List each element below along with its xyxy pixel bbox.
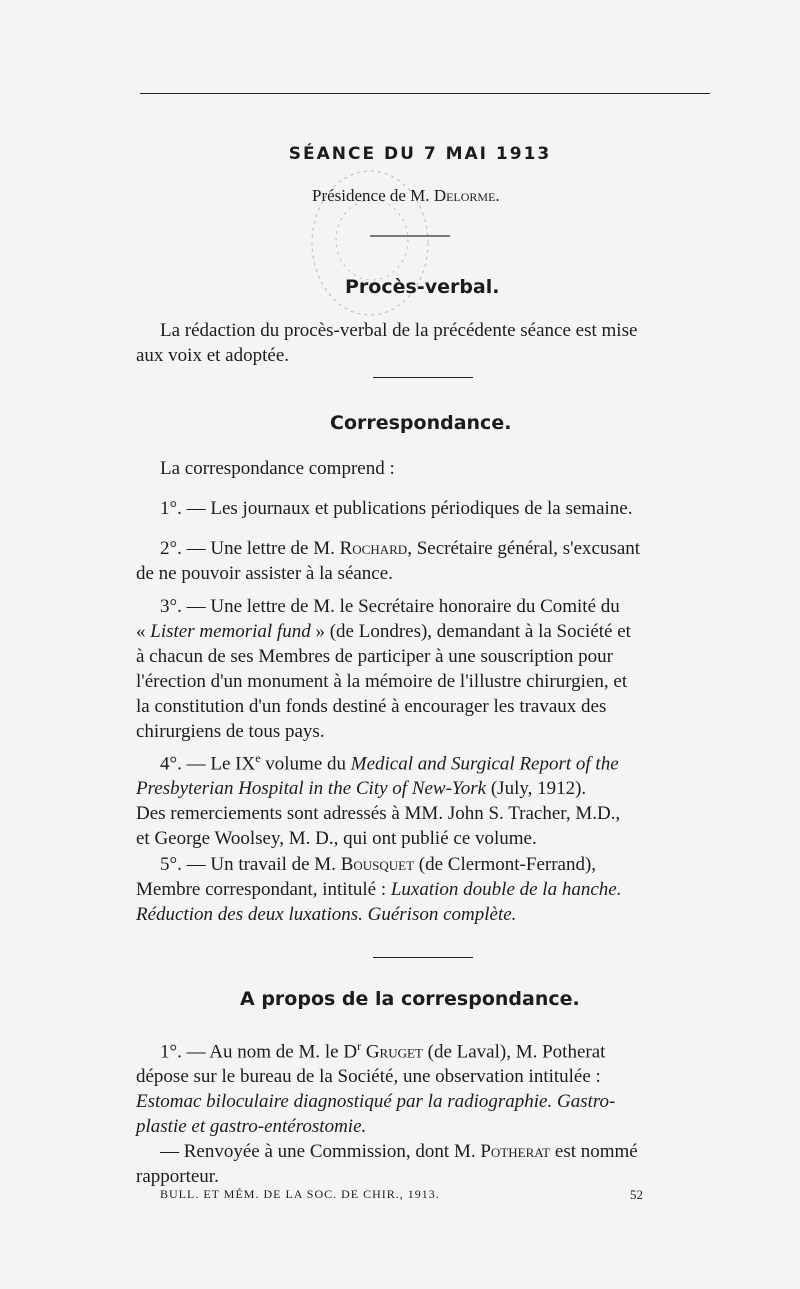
text-line (136, 852, 712, 877)
observation-title: Estomac biloculaire diagnostiqué par la radiographie. Gastro- (136, 1091, 616, 1113)
work-title: Luxation double de la hanche. (390, 879, 622, 900)
item-text: — Renvoyée à une Commission, dont M. (160, 1141, 476, 1163)
person-name: Potherat (480, 1141, 551, 1163)
text-line: à chacun de ses Membres de participer à une souscription pour (136, 646, 613, 667)
correspondance-heading: Correspondance. (330, 412, 512, 434)
text-line: l'érection d'un monument à la mémoire de l'illustre chirurgien, et (136, 671, 628, 692)
text-line: rapporteur. (136, 1166, 219, 1188)
footer-citation: BULL. ET MÉM. DE LA SOC. DE CHIR., 1913. (160, 1187, 440, 1201)
text-line (136, 877, 712, 902)
proces-verbal-heading: Procès-verbal. (345, 276, 500, 298)
text-line: chirurgiens de tous pays. (136, 721, 325, 742)
text-line (136, 1034, 712, 1064)
proces-verbal-text (136, 318, 712, 368)
text-line (136, 496, 712, 521)
correspondance-item-4 (136, 746, 712, 851)
apropos-heading: A propos de la correspondance. (240, 988, 580, 1010)
correspondance-item-2 (136, 536, 712, 586)
person-name: Gruget (365, 1041, 423, 1063)
page-number: 52 (630, 1187, 643, 1202)
item-text: 5°. — Un travail de M. (160, 854, 336, 875)
text-line (136, 536, 712, 561)
report-title: Medical and Surgical Report of the (350, 753, 619, 775)
quote-mark: « (136, 621, 146, 642)
item-text: (de Laval), M. Potherat (427, 1041, 606, 1063)
item-text: est nommé (554, 1141, 638, 1163)
text-line: aux voix et adoptée. (136, 345, 290, 366)
text-line (136, 746, 712, 776)
correspondance-intro (136, 456, 712, 481)
fund-name: Lister memorial fund (150, 621, 311, 642)
item-text: , Secrétaire général, s'excusant (407, 538, 641, 559)
text-line: Des remerciements sont adressés à MM. John S. Tracher, M.D., (136, 803, 621, 825)
text-line: 3°. — Une lettre de M. le Secrétaire honoraire du Comité du (160, 596, 620, 617)
item-text: (de Clermont-Ferrand), (418, 854, 597, 875)
observation-title: plastie et gastro-entérostomie. (136, 1116, 367, 1138)
item-text: 4°. — Le IX (160, 753, 256, 775)
item-text: » (de Londres), demandant à la Société et (315, 621, 631, 642)
person-name: Bousquet (340, 854, 415, 875)
report-title: Presbyterian Hospital in the City of New-York (136, 778, 487, 800)
section-divider (373, 377, 473, 378)
person-name: Rochard (339, 538, 408, 559)
item-text: Les journaux et publications périodiques de la semaine. (210, 498, 633, 519)
work-title: Réduction des deux luxations. Guérison complète. (136, 904, 517, 925)
text-line: de ne pouvoir assister à la séance. (136, 563, 393, 584)
text-line: dépose sur le bureau de la Société, une observation intitulée : (136, 1066, 601, 1088)
library-stamp-icon (300, 158, 450, 328)
text-line (136, 619, 712, 644)
president-name: Delorme. (433, 186, 500, 205)
text-line: et George Woolsey, M. D., qui ont publié ce volume. (136, 828, 537, 850)
superscript: e (255, 751, 261, 765)
superscript: r (357, 1039, 362, 1053)
presidence-line (312, 186, 500, 206)
apropos-paragraph (136, 1034, 712, 1189)
item-text: (July, 1912). (490, 778, 587, 800)
item-text: volume du (265, 753, 347, 775)
text-line: La correspondance comprend : (160, 458, 395, 479)
correspondance-item-1 (136, 496, 712, 521)
top-rule (140, 93, 710, 94)
correspondance-item-3 (136, 594, 712, 744)
presidence-prefix: Présidence de M. (312, 186, 430, 205)
seance-title: SÉANCE DU 7 MAI 1913 (288, 144, 552, 164)
text-line (136, 1139, 712, 1164)
correspondance-item-5 (136, 852, 712, 927)
text-line: la constitution d'un fonds destiné à encourager les travaux des (136, 696, 607, 717)
text-line (136, 776, 712, 801)
text-line: La rédaction du procès-verbal de la précédente séance est mise (160, 320, 638, 341)
item-text: Membre correspondant, intitulé : (136, 879, 387, 900)
section-divider (373, 957, 473, 958)
item-text: 2°. — Une lettre de M. (160, 538, 335, 559)
item-text: 1°. — Au nom de M. le D (160, 1041, 358, 1063)
item-number: 1°. — (160, 498, 206, 519)
